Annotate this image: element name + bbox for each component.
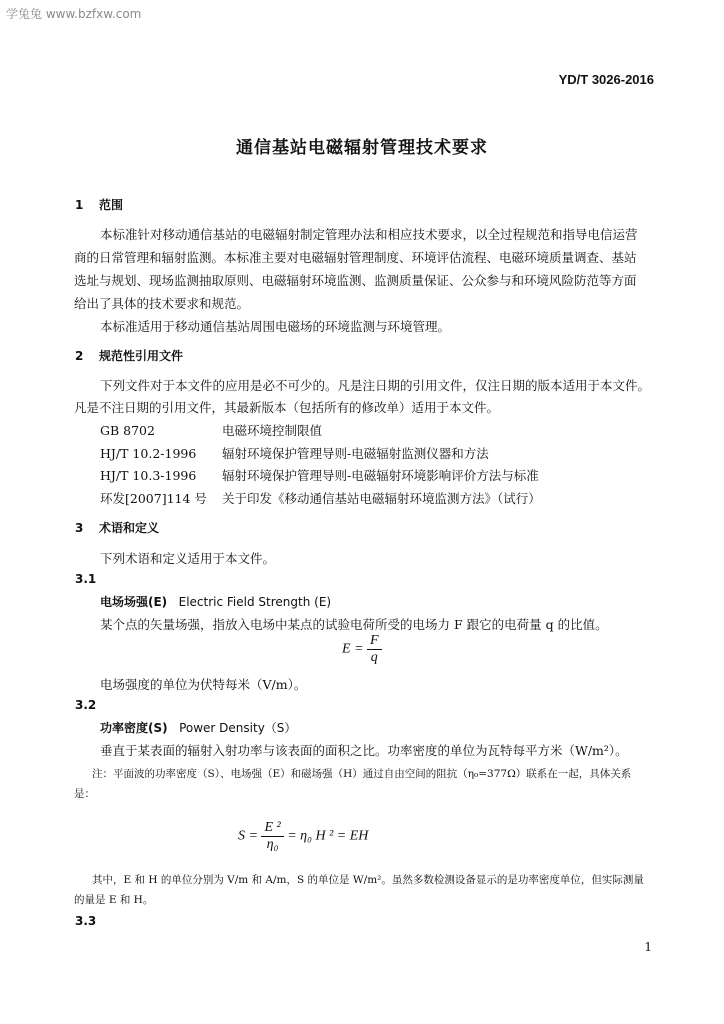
paragraph-line: 其中，E 和 H 的单位分别为 V/m 和 A/m，S 的单位是 W/m²。虽然多数检测设备显示的是功率密度单位，但实际测量: [92, 874, 644, 886]
section-1-heading: [75, 196, 123, 213]
note-line: 注：平面波的功率密度（S）、电场强（E）和磁场强（H）通过自由空间的阻抗（η₀=377Ω）联系在一起，具体关系: [92, 768, 632, 780]
term-cn: 功率密度(S): [100, 721, 168, 735]
paragraph-line: 选址与规划、现场监测抽取原则、电磁辐射环境监测、监测质量保证、公众参与和环境风险防范等方面: [74, 273, 637, 288]
term-heading: [100, 719, 296, 736]
equation-lhs: S =: [238, 828, 258, 844]
note-line: 是：: [74, 788, 95, 800]
term-cn: 电场场强(E): [100, 595, 168, 609]
clause-number: 3.3: [75, 914, 97, 928]
watermark: 学兔兔 www.bzfxw.com: [6, 7, 142, 21]
equation-fraction: [367, 633, 382, 666]
paragraph-line: 商的日常管理和辐射监测。本标准主要对电磁辐射管理制度、环境评估流程、电磁环境质量调查、基站: [74, 250, 637, 265]
reference-row: [100, 466, 539, 484]
reference-title: 关于印发《移动通信基站电磁辐射环境监测方法》（试行）: [222, 491, 541, 506]
section-3-heading: [75, 519, 159, 536]
section-title: 范围: [99, 198, 124, 212]
equation-e-field: [342, 633, 382, 666]
paragraph-line: 下列文件对于本文件的应用是必不可少的。凡是注日期的引用文件，仅注日期的版本适用于本文件。: [100, 378, 651, 393]
paragraph-line: 的量是 E 和 H。: [74, 894, 154, 906]
section-2-heading: [75, 347, 183, 364]
fraction-denominator: q: [370, 650, 378, 665]
term-heading: [100, 593, 331, 610]
page-number: 1: [644, 940, 652, 954]
section-title: 术语和定义: [99, 521, 160, 535]
fraction-numerator: E ²: [261, 820, 283, 837]
section-number: 1: [75, 198, 84, 212]
reference-row: [100, 489, 541, 507]
term-definition: 某个点的矢量场强，指放入电场中某点的试验电荷所受的电场力 F 跟它的电荷量 q 的比值。: [100, 617, 608, 632]
reference-title: 电磁环境控制限值: [222, 423, 323, 438]
reference-code: HJ/T 10.3-1996: [100, 468, 197, 483]
equation-rhs: = η₀ H ² = EH: [287, 828, 369, 844]
page-title: 通信基站电磁辐射管理技术要求: [236, 138, 488, 158]
section-title: 规范性引用文件: [99, 349, 184, 363]
reference-title: 辐射环境保护管理导则-电磁辐射环境影响评价方法与标准: [222, 468, 539, 483]
term-en: Electric Field Strength (E): [178, 595, 332, 609]
paragraph-line: 凡是不注日期的引用文件，其最新版本（包括所有的修改单）适用于本文件。: [74, 400, 500, 415]
reference-code: 环发[2007]114 号: [100, 491, 207, 506]
reference-code: GB 8702: [100, 423, 155, 438]
equation-lhs: E =: [342, 641, 364, 657]
equation-power-density: [238, 820, 368, 853]
paragraph-line: 电场强度的单位为伏特每米（V/m）。: [100, 677, 307, 692]
paragraph-line: 下列术语和定义适用于本文件。: [100, 551, 276, 566]
fraction-denominator: η₀: [266, 837, 279, 852]
reference-row: [100, 421, 322, 439]
paragraph-line: 给出了具体的技术要求和规范。: [74, 296, 250, 311]
section-number: 2: [75, 349, 84, 363]
term-definition: 垂直于某表面的辐射入射功率与该表面的面积之比。功率密度的单位为瓦特每平方米（W/m²）。: [100, 743, 628, 758]
reference-title: 辐射环境保护管理导则-电磁辐射监测仪器和方法: [222, 446, 489, 461]
clause-number: 3.1: [75, 572, 97, 586]
paragraph-line: 本标准适用于移动通信基站周围电磁场的环境监测与环境管理。: [100, 319, 451, 334]
fraction-numerator: F: [367, 633, 382, 650]
paragraph-line: 本标准针对移动通信基站的电磁辐射制定管理办法和相应技术要求，以全过程规范和指导电信运营: [100, 227, 638, 242]
reference-code: HJ/T 10.2-1996: [100, 446, 197, 461]
equation-fraction: [261, 820, 283, 853]
reference-row: [100, 444, 489, 462]
clause-number: 3.2: [75, 698, 97, 712]
document-code: YD/T 3026-2016: [558, 72, 654, 87]
term-en: Power Density（S）: [179, 721, 297, 735]
section-number: 3: [75, 521, 84, 535]
